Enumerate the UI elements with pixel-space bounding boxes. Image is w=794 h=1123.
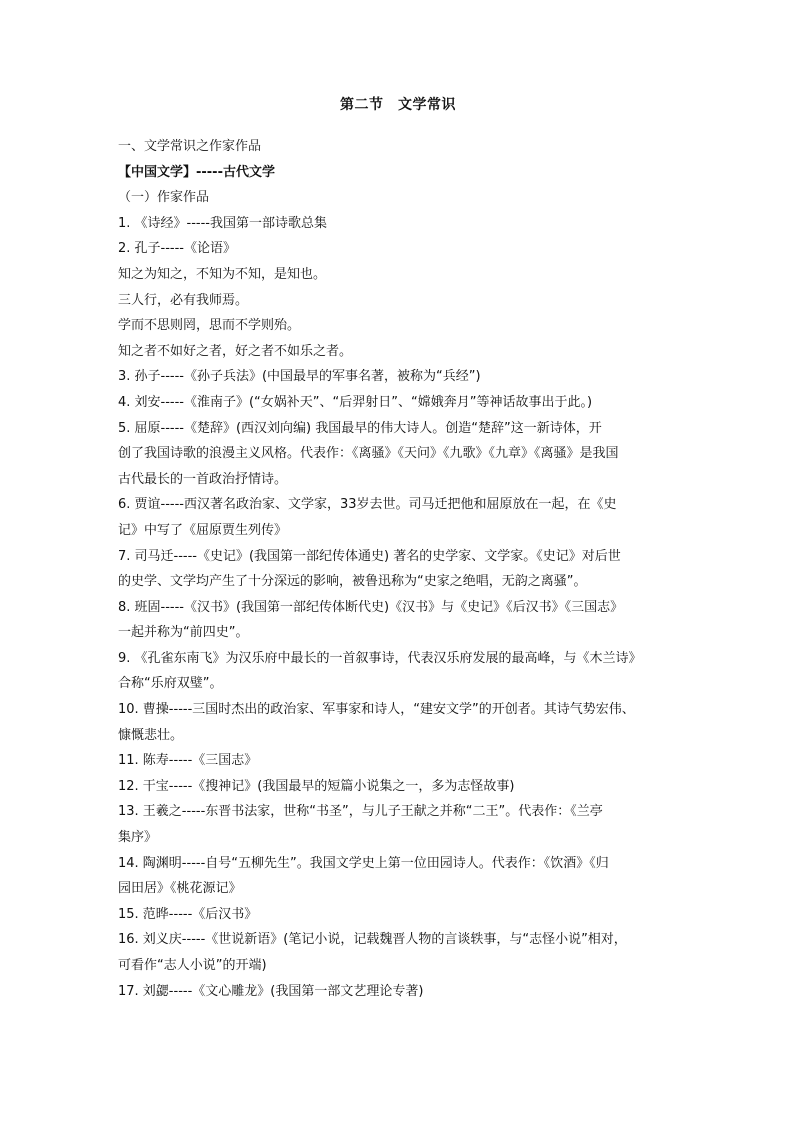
document-page [118, 93, 678, 1004]
text-line: 1. 《诗经》-----我国第一部诗歌总集 [118, 215, 327, 231]
text-line: 的史学、文学均产生了十分深远的影响，被鲁迅称为“史家之绝唱，无韵之离骚”。 [118, 574, 587, 590]
text-line: 可看作“志人小说”的开端) [118, 958, 267, 973]
text-line: 3. 孙子-----《孙子兵法》(中国最早的军事名著，被称为“兵经”) [118, 369, 481, 385]
text-line: 慷慨悲壮。 [118, 727, 184, 743]
text-line: 创了我国诗歌的浪漫主义风格。代表作：《离骚》《天问》《九歌》《九章》《离骚》是我国 [118, 446, 619, 462]
text-line: 记》中写了《屈原贾生列传》 [118, 522, 288, 538]
section-heading: 一、文学常识之作家作品 [118, 139, 262, 154]
text-line: 2. 孔子-----《论语》 [118, 241, 236, 257]
text-line: 园田居》《桃花源记》 [118, 881, 242, 897]
section-title: 第二节 文学常识 [340, 97, 456, 113]
text-line: 17. 刘勰-----《文心雕龙》(我国第一部文艺理论专著) [118, 983, 424, 999]
text-line: 7. 司马迁-----《史记》(我国第一部纪传体通史) 著名的史学家、文学家。《史记》对后世 [118, 548, 621, 564]
text-line: 10. 曹操-----三国时杰出的政治家、军事家和诗人，“建安文学”的开创者。其诗气势宏伟、 [118, 702, 635, 718]
text-line: 知之为知之，不知为不知，是知也。 [118, 266, 327, 282]
text-line: 集序》 [118, 830, 158, 846]
text-line: 11. 陈寿-----《三国志》 [118, 753, 258, 769]
text-line: 一起并称为“前四史”。 [118, 625, 249, 641]
text-line: 5. 屈原-----《楚辞》(西汉刘向编) 我国最早的伟大诗人。创造“楚辞”这一新诗体，开 [118, 420, 602, 436]
text-line: 学而不思则罔，思而不学则殆。 [118, 318, 301, 334]
text-line: 13. 王羲之-----东晋书法家，世称“书圣”，与儿子王献之并称“二王”。代表作：《兰亭 [118, 804, 603, 820]
text-line: 知之者不如好之者，好之者不如乐之者。 [118, 343, 353, 359]
text-line: 14. 陶渊明-----自号“五柳先生”。我国文学史上第一位田园诗人。代表作：《饮酒》《归 [118, 855, 609, 871]
text-line: 16. 刘义庆-----《世说新语》(笔记小说，记载魏晋人物的言谈轶事，与“志怪小说”相对， [118, 932, 627, 948]
text-line: 9. 《孔雀东南飞》为汉乐府中最长的一首叙事诗，代表汉乐府发展的最高峰，与《木兰诗》 [118, 650, 642, 666]
text-line: 6. 贾谊-----西汉著名政治家、文学家，33岁去世。司马迁把他和屈原放在一起，在《史 [118, 497, 617, 513]
text-line: 8. 班固-----《汉书》(我国第一部纪传体断代史)《汉书》与《史记》《后汉书》《三国志》 [118, 599, 624, 615]
text-line: 12. 干宝-----《搜神记》(我国最早的短篇小说集之一，多为志怪故事) [118, 778, 515, 794]
text-line: 合称“乐府双璧”。 [118, 676, 223, 692]
subsection-heading: （一）作家作品 [118, 190, 210, 206]
document-body [118, 134, 678, 1004]
category-heading: 【中国文学】-----古代文学 [118, 164, 275, 180]
text-line: 古代最长的一首政治抒情诗。 [118, 471, 288, 487]
text-line: 15. 范晔-----《后汉书》 [118, 906, 258, 922]
text-line: 4. 刘安-----《淮南子》(“女娲补天”、“后羿射日”、“嫦娥奔月”等神话故事出于此。) [118, 394, 593, 410]
text-line: 三人行，必有我师焉。 [118, 292, 249, 308]
